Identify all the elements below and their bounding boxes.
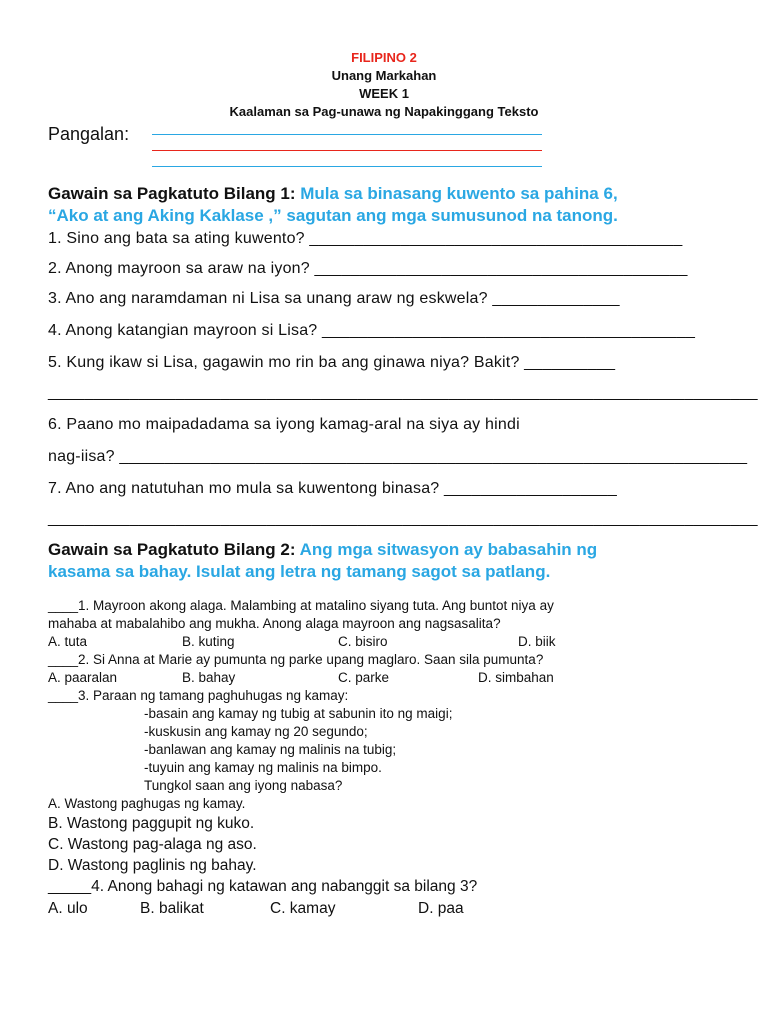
question-3: 3. Ano ang naramdaman ni Lisa sa unang araw ng eskwela? ______________: [48, 290, 620, 307]
activity1-heading: [48, 184, 618, 204]
item-2-text: ____2. Si Anna at Marie ay pumunta ng parke upang maglaro. Saan sila pumunta?: [48, 652, 544, 667]
activity2-instruction-1: Ang mga sitwasyon ay babasahin ng: [299, 540, 598, 559]
activity2-colon: :: [289, 540, 296, 559]
item-3-text: ____3. Paraan ng tamang paghuhugas ng kamay:: [48, 688, 349, 703]
activity1-colon: :: [289, 184, 296, 203]
item-1-choice-c: C. bisiro: [338, 634, 388, 649]
name-line-blue-2: [152, 166, 542, 167]
item-3-step-3: -banlawan ang kamay ng malinis na tubig;: [144, 742, 397, 757]
name-line-red: [152, 150, 542, 151]
item-4-choice-d: D. paa: [418, 900, 464, 917]
item-4-choice-b: B. balikat: [140, 900, 204, 917]
subject-title: FILIPINO 2: [351, 50, 417, 65]
item-2-choice-b: B. bahay: [182, 670, 236, 685]
week-title: WEEK 1: [359, 86, 409, 101]
quarter-title: Unang Markahan: [331, 68, 437, 83]
question-6: 6. Paano mo maipadadama sa iyong kamag-aral na siya ay hindi: [48, 416, 520, 433]
question-7-answer-line: ______________________________________________________________________________: [48, 510, 758, 527]
item-2-choice-c: C. parke: [338, 670, 390, 685]
activity2-title: Gawain sa Pagkatuto Bilang 2: [48, 540, 290, 559]
activity2-instruction-2: kasama sa bahay. Isulat ang letra ng tamang sagot sa patlang.: [48, 562, 551, 581]
item-3-step-1: -basain ang kamay ng tubig at sabunin ito ng maigi;: [144, 706, 453, 721]
item-3-choice-a: A. Wastong paghugas ng kamay.: [48, 796, 246, 811]
question-5-answer-line: ______________________________________________________________________________: [48, 384, 758, 401]
name-label: Pangalan:: [48, 124, 130, 144]
item-3-choice-b: B. Wastong paggupit ng kuko.: [48, 815, 255, 832]
item-3-step-4: -tuyuin ang kamay ng malinis na bimpo.: [144, 760, 382, 775]
activity2-heading: [48, 540, 597, 560]
item-4-choice-a: A. ulo: [48, 900, 88, 917]
activity1-instruction-2: “Ako at ang Aking Kaklase ,” sagutan ang mga sumusunod na tanong.: [48, 206, 618, 225]
item-1-choice-a: A. tuta: [48, 634, 88, 649]
item-3-question: Tungkol saan ang iyong nabasa?: [144, 778, 343, 793]
item-3-choice-d: D. Wastong paglinis ng bahay.: [48, 857, 257, 874]
question-7: 7. Ano ang natutuhan mo mula sa kuwentong binasa? ___________________: [48, 480, 617, 497]
question-6-cont: nag-iisa? _____________________________________________________________________: [48, 448, 748, 465]
item-1-choice-d: D. biik: [518, 634, 556, 649]
item-4-choice-c: C. kamay: [270, 900, 336, 917]
item-3-choice-c: C. Wastong pag-alaga ng aso.: [48, 836, 257, 853]
item-4-text: _____4. Anong bahagi ng katawan ang nabanggit sa bilang 3?: [48, 878, 478, 895]
activity1-instruction-1: Mula sa binasang kuwento sa pahina 6,: [300, 184, 618, 203]
question-5: 5. Kung ikaw si Lisa, gagawin mo rin ba ang ginawa niya? Bakit? __________: [48, 354, 616, 371]
question-2: 2. Anong mayroon sa araw na iyon? _________________________________________: [48, 260, 688, 277]
topic-title: Kaalaman sa Pag-unawa ng Napakinggang Teksto: [229, 104, 539, 119]
item-1-text-b: mahaba at mabalahibo ang mukha. Anong alaga mayroon ang nagsasalita?: [48, 616, 501, 631]
question-4: 4. Anong katangian mayroon si Lisa? _________________________________________: [48, 322, 696, 339]
item-3-step-2: -kuskusin ang kamay ng 20 segundo;: [144, 724, 368, 739]
item-2-choice-d: D. simbahan: [478, 670, 554, 685]
activity1-title: Gawain sa Pagkatuto Bilang 1: [48, 184, 290, 203]
question-1: 1. Sino ang bata sa ating kuwento? _________________________________________: [48, 230, 683, 247]
name-line-blue-1[interactable]: [152, 134, 542, 135]
item-1-text-a: ____1. Mayroon akong alaga. Malambing at matalino siyang tuta. Ang buntot niya ay: [48, 598, 554, 613]
item-1-choice-b: B. kuting: [182, 634, 235, 649]
item-2-choice-a: A. paaralan: [48, 670, 118, 685]
